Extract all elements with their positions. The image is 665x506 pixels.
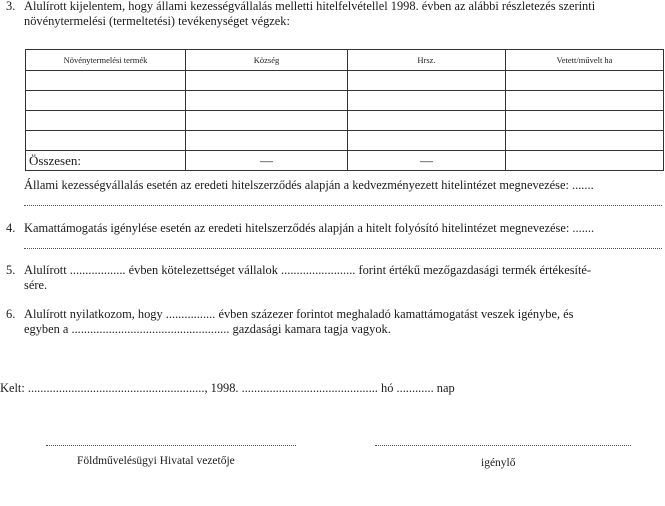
state-guarantee-text: Állami kezességvállalás esetén az eredeti hitelszerződés alapján a kedvezményezett hitelintézet megnevezése: ....... xyxy=(24,178,594,192)
table-cell[interactable] xyxy=(506,131,664,151)
left-signature-line[interactable] xyxy=(46,445,296,446)
table-cell[interactable] xyxy=(506,71,664,91)
table-cell[interactable] xyxy=(348,131,506,151)
section-3-text-line2: növénytermelési (termeltetési) tevékenységet végzek: xyxy=(24,14,290,28)
section-6-text-line1: Alulírott nyilatkozom, hogy ................ évben százezer forintot meghaladó kamattámogatást veszek igénybe, és xyxy=(24,307,574,321)
table-cell[interactable] xyxy=(506,111,664,131)
crop-table xyxy=(25,49,664,171)
section-4-text: Kamattámogatás igénylése esetén az eredeti hitelszerződés alapján a hitelt folyósító hitelintézet megnevezése: ....... xyxy=(24,221,595,235)
header-village: Község xyxy=(186,50,348,71)
table-cell[interactable] xyxy=(186,91,348,111)
total-area-cell[interactable] xyxy=(506,151,664,171)
section-4-number: 4. xyxy=(6,221,16,235)
table-total-row xyxy=(26,151,664,171)
section-3-number: 3. xyxy=(6,0,16,13)
date-line: Kelt: ........................................................., 1998. ............................................ hó ............ nap xyxy=(0,381,455,395)
table-row xyxy=(26,131,664,151)
state-guarantee-fill-line[interactable] xyxy=(24,205,662,206)
total-village-dash: — xyxy=(186,151,348,171)
section-3-text-line1: Alulírott kijelentem, hogy állami kezességvállalás melletti hitelfelvétellel 1998. évben az alábbi részletezés szerinti xyxy=(24,0,596,13)
table-cell[interactable] xyxy=(26,131,186,151)
table-cell[interactable] xyxy=(348,91,506,111)
section-6-number: 6. xyxy=(6,307,16,321)
table-header-row xyxy=(26,50,664,71)
table-cell[interactable] xyxy=(26,71,186,91)
table-cell[interactable] xyxy=(186,71,348,91)
section-6-text-line2: egyben a ................................................... gazdasági kamara tagja vagyok. xyxy=(24,322,391,336)
total-label: Összesen: xyxy=(26,151,186,171)
table-cell[interactable] xyxy=(26,91,186,111)
table-row xyxy=(26,71,664,91)
table-cell[interactable] xyxy=(186,111,348,131)
table-row xyxy=(26,91,664,111)
table-cell[interactable] xyxy=(348,111,506,131)
header-parcel: Hrsz. xyxy=(348,50,506,71)
table-row xyxy=(26,111,664,131)
section-5-number: 5. xyxy=(6,263,16,277)
section-5-text-line2: sére. xyxy=(24,278,48,292)
table-cell[interactable] xyxy=(506,91,664,111)
section-5-text-line1: Alulírott .................. évben kötelezettséget vállalok ........................ forint értékű mezőgazdasági termék értékesíté- xyxy=(24,263,592,277)
right-signature-line[interactable] xyxy=(375,445,631,446)
header-product: Növénytermelési termék xyxy=(26,50,186,71)
header-area: Vetett/művelt ha xyxy=(506,50,664,71)
left-signature-label: Földművelésügyi Hivatal vezetője xyxy=(77,455,235,467)
table-cell[interactable] xyxy=(348,71,506,91)
table-cell[interactable] xyxy=(26,111,186,131)
total-parcel-dash: — xyxy=(348,151,506,171)
table-cell[interactable] xyxy=(186,131,348,151)
section-4-fill-line[interactable] xyxy=(24,248,662,249)
right-signature-label: igénylő xyxy=(481,457,516,469)
